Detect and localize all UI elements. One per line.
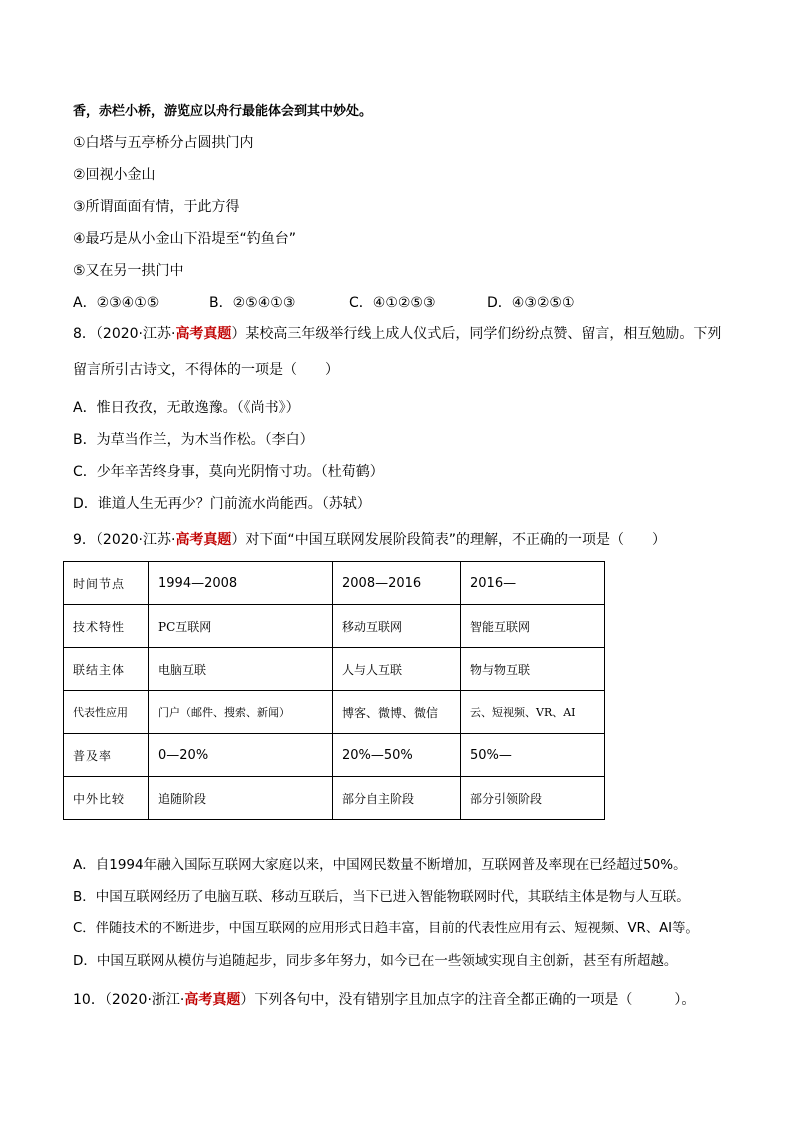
table-cell: 移动互联网 [333,605,461,648]
q7-sentence-4: ④最巧是从小金山下沿堤至“钓鱼台” [73,231,297,247]
table-row [64,777,605,820]
q7-option-a[interactable]: A．②③④①⑤ [73,295,160,311]
table-cell: 代表性应用 [64,691,149,734]
table-cell: 人与人互联 [333,648,461,691]
table-cell: 部分自主阶段 [333,777,461,820]
q8-stem [73,324,721,344]
q8-option-a[interactable]: A．惟日孜孜，无敢逸豫。（《尚书》） [73,400,300,416]
table-cell: 1994—2008 [149,562,333,605]
q7-option-b[interactable]: B．②⑤④①③ [209,295,296,311]
q10-source-tag: 高考真题 [184,992,241,1008]
table-cell: 博客、微博、微信 [333,691,461,734]
q8-option-b[interactable]: B．为草当作兰，为木当作松。（李白） [73,432,314,448]
table-cell: 联结主体 [64,648,149,691]
table-cell: 2008—2016 [333,562,461,605]
table-cell: PC互联网 [149,605,333,648]
q8-source-tag: 高考真题 [175,326,232,342]
q9-option-a[interactable]: A．自1994年融入国际互联网大家庭以来，中国网民数量不断增加，互联网普及率现在已经超过50%。 [73,857,687,873]
q9-source-tag: 高考真题 [175,532,232,548]
internet-stages-table [63,561,605,820]
table-cell: 2016— [461,562,605,605]
q9-number: 9．（2020·江苏· [73,532,176,548]
q7-sentence-5: ⑤又在另一拱门中 [73,263,184,279]
intro-line: 香，赤栏小桥，游览应以舟行最能体会到其中妙处。 [73,104,373,119]
table-cell: 电脑互联 [149,648,333,691]
table-row [64,562,605,605]
q9-option-c[interactable]: C．伴随技术的不断进步，中国互联网的应用形式日趋丰富，目前的代表性应用有云、短视频、VR、AI等。 [73,921,699,936]
table-cell: 时间节点 [64,562,149,605]
table-cell: 中外比较 [64,777,149,820]
q10-number: 10．（2020·浙江· [73,992,185,1008]
table-row [64,691,605,734]
q8-number: 8．（2020·江苏· [73,326,176,342]
q9-option-b[interactable]: B．中国互联网经历了电脑互联、移动互联后，当下已进入智能物联网时代，其联结主体是物与人互联。 [73,889,690,905]
q8-stem-text: ）某校高三年级举行线上成人仪式后，同学们纷纷点赞、留言，相互勉励。下列 [231,326,722,342]
table-cell: 云、短视频、VR、AI [461,691,605,734]
table-cell: 50%— [461,734,605,777]
table-cell: 部分引领阶段 [461,777,605,820]
table-cell: 0—20% [149,734,333,777]
table-cell: 门户（邮件、搜索、新闻） [149,691,333,734]
table-cell: 智能互联网 [461,605,605,648]
table-row [64,734,605,777]
q10-stem-text: ）下列各句中，没有错别字且加点字的注音全都正确的一项是（ ）。 [240,992,696,1008]
table-row [64,605,605,648]
q9-option-d[interactable]: D．中国互联网从模仿与追随起步，同步多年努力，如今已在一些领域实现自主创新，甚至有所超越。 [73,953,678,969]
q8-option-c[interactable]: C．少年辛苦终身事，莫向光阴惰寸功。（杜荀鹤） [73,464,384,480]
q10-stem [73,990,695,1010]
q7-sentence-1: ①白塔与五亭桥分占圆拱门内 [73,135,254,151]
q7-options [73,293,575,313]
table-cell: 普及率 [64,734,149,777]
q7-sentence-3: ③所谓面面有情，于此方得 [73,199,240,215]
q7-option-d[interactable]: D．④③②⑤① [487,295,575,311]
table-cell: 物与物互联 [461,648,605,691]
q9-stem [73,530,666,550]
q7-sentence-2: ②回视小金山 [73,167,156,183]
q7-option-c[interactable]: C．④①②⑤③ [349,295,436,311]
table-cell: 追随阶段 [149,777,333,820]
table-cell: 20%—50% [333,734,461,777]
q9-stem-text: ）对下面“中国互联网发展阶段简表”的理解，不正确的一项是（ ） [231,532,666,548]
table-row [64,648,605,691]
q8-option-d[interactable]: D．谁道人生无再少？门前流水尚能西。（苏轼） [73,496,371,512]
table-cell: 技术特性 [64,605,149,648]
q8-stem-cont: 留言所引古诗文，不得体的一项是（ ） [73,362,339,378]
